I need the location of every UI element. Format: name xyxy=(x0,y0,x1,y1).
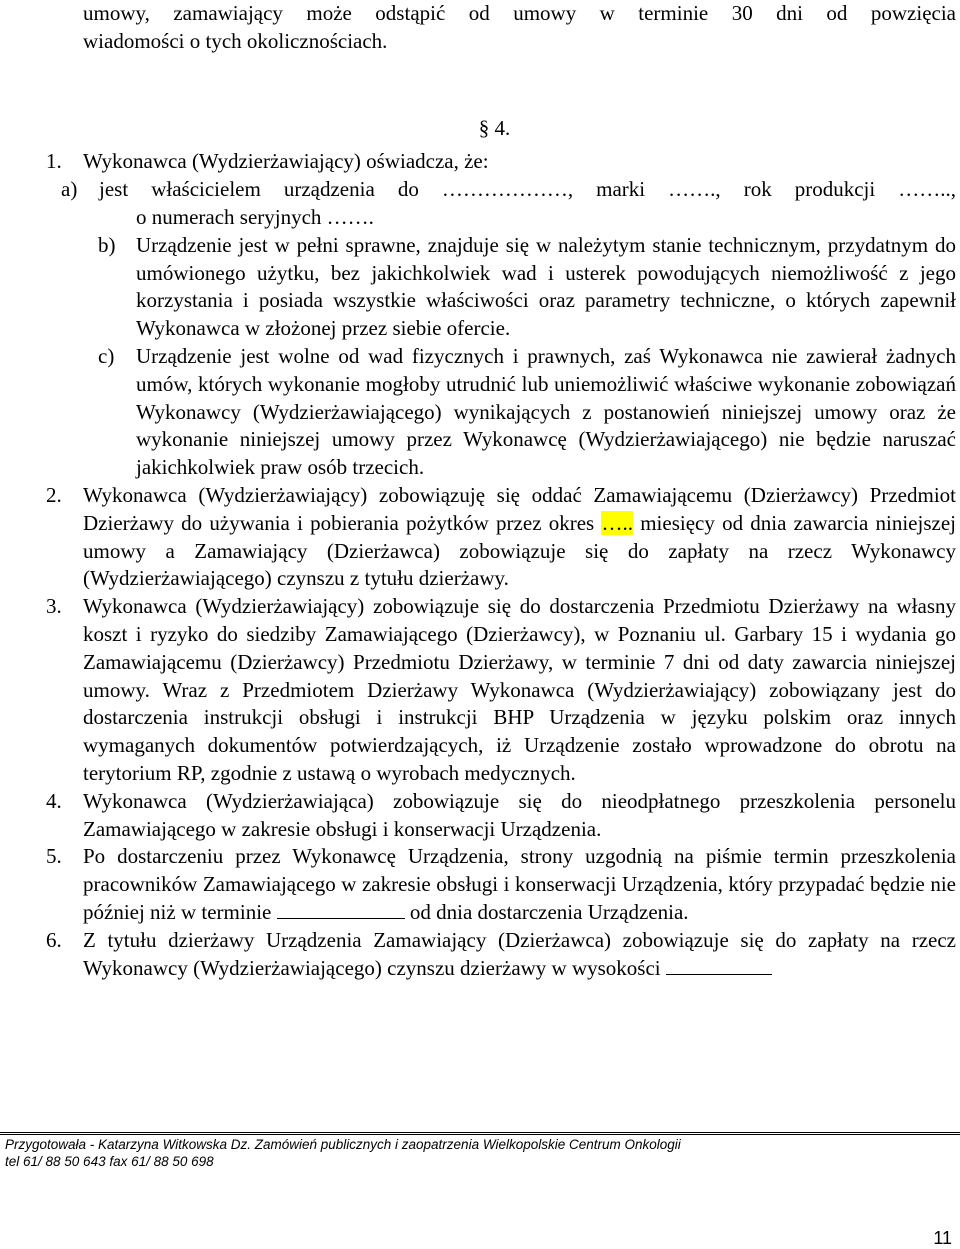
item-text: Wykonawca (Wydzierżawiająca) zobowiązuje się do nieodpłatnego przeszkolenia personelu Zamawiającego w zakresie obsługi i konserwacji Urządzenia. xyxy=(83,788,956,841)
item-number: 3. xyxy=(46,594,62,619)
footer-contact-line: tel 61/ 88 50 643 fax 61/ 88 50 698 xyxy=(5,1154,214,1169)
item-number: 6. xyxy=(46,927,62,952)
item-number: 2. xyxy=(46,482,62,507)
item-number: 5. xyxy=(46,844,62,869)
footer-author-line: Przygotowała - Katarzyna Witkowska Dz. Zamówień publicznych i zaopatrzenia Wielkopolskie Centrum Onkologii xyxy=(5,1137,681,1152)
item-text: Po dostarczeniu przez Wykonawcę Urządzenia, strony uzgodnią na piśmie termin przeszkolenia pracowników Zamawiającego w zakresie obsługi i konserwacji Urządzenia, który przypadać będzie nie później niż w terminie od dnia dostarczenia Urządzenia. xyxy=(83,844,956,924)
list-item xyxy=(46,843,956,926)
sub-item-text: jest właścicielem urządzenia do ………………, marki ……., rok produkcji …….., xyxy=(99,177,956,202)
sub-item-label: c) xyxy=(98,343,115,368)
item-text: Z tytułu dzierżawy Urządzenia Zamawiający (Dzierżawca) zobowiązuje się do zapłaty na rzecz Wykonawcy (Wydzierżawiającego) czynszu dzierżawy w wysokości xyxy=(83,927,956,980)
highlighted-placeholder: ….. xyxy=(601,510,633,535)
item-number: 4. xyxy=(46,788,62,813)
page-number: 11 xyxy=(933,1228,952,1248)
page-footer xyxy=(5,1136,945,1170)
item-text: Wykonawca (Wydzierżawiający) zobowiązuje się do dostarczenia Przedmiotu Dzierżawy na własny koszt i ryzyko do siedziby Zamawiającego (Dzierżawcy), w Poznaniu ul. Garbary 15 i wydania go Zamawiającemu (Dzierżawcy) Przedmiotu Dzierżawy, w terminie 7 dni od daty zawarcia niniejszej umowy. Wraz z Przedmiotem Dzierżawy Wykonawca (Wydzierżawiający) zobowiązany jest do dostarczenia instrukcji obsługi i instrukcji BHP Urządzenia w języku polskim oraz innych wymaganych dokumentów potwierdzających, iż Urządzenie zostało wprowadzone do obrotu na terytorium RP, zgodnie z ustawą o wyrobach medycznych. xyxy=(83,594,956,785)
sub-item-label: a) xyxy=(61,177,78,202)
item-number: 1. xyxy=(46,149,62,174)
blank-fill-line xyxy=(666,956,772,975)
blank-fill-line xyxy=(277,900,405,919)
item-text: Wykonawca (Wydzierżawiający) oświadcza, że: xyxy=(83,149,489,174)
sub-item-text: Urządzenie jest wolne od wad fizycznych i prawnych, zaś Wykonawca nie zawierał żadnych umów, których wykonanie mogłoby utrudnić lub uniemożliwić właściwe wykonanie zobowiązań Wykonawcy (Wydzierżawiającego) wynikających z postanowień niniejszej umowy oraz że wykonanie niniejszej umowy przez Wykonawcę (Wydzierżawiającego) nie będzie naruszać jakichkolwiek praw osób trzecich. xyxy=(136,343,956,480)
list-item xyxy=(46,593,956,788)
sub-item xyxy=(83,343,956,482)
intro-line-2: wiadomości o tych okolicznościach. xyxy=(83,28,388,53)
list-item xyxy=(46,927,956,983)
sub-item-label: b) xyxy=(98,232,116,257)
list-item xyxy=(46,482,956,593)
section-number: § 4. xyxy=(478,115,511,140)
footer-divider xyxy=(0,1132,960,1135)
item-text: Wykonawca (Wydzierżawiający) zobowiązuję się oddać Zamawiającemu (Dzierżawcy) Przedmiot Dzierżawy do używania i pobierania pożytków przez okres ….. miesięcy od dnia zawarcia niniejszej umowy a Zamawiający (Dzierżawca) zobowiązuje się do zapłaty na rzecz Wykonawcy (Wydzierżawiającego) czynszu z tytułu dzierżawy. xyxy=(83,482,956,591)
sub-item-text-continued: o numerach seryjnych ……. xyxy=(136,204,374,229)
document-body xyxy=(46,0,956,982)
sub-item xyxy=(61,176,956,232)
list-item xyxy=(46,788,956,844)
sub-item-text: Urządzenie jest w pełni sprawne, znajduje się w należytym stanie technicznym, przydatnym do umówionego użytku, bez jakichkolwiek wad i usterek powodujących niemożliwość z jego korzystania i posiada wszystkie właściwości oraz parametry techniczne, o których zapewnił Wykonawca w złożonej przez siebie ofercie. xyxy=(136,232,956,341)
intro-line-1: umowy, zamawiający może odstąpić od umowy w terminie 30 dni od powzięcia xyxy=(83,1,956,25)
list-item xyxy=(46,148,956,482)
sub-item xyxy=(83,232,956,343)
